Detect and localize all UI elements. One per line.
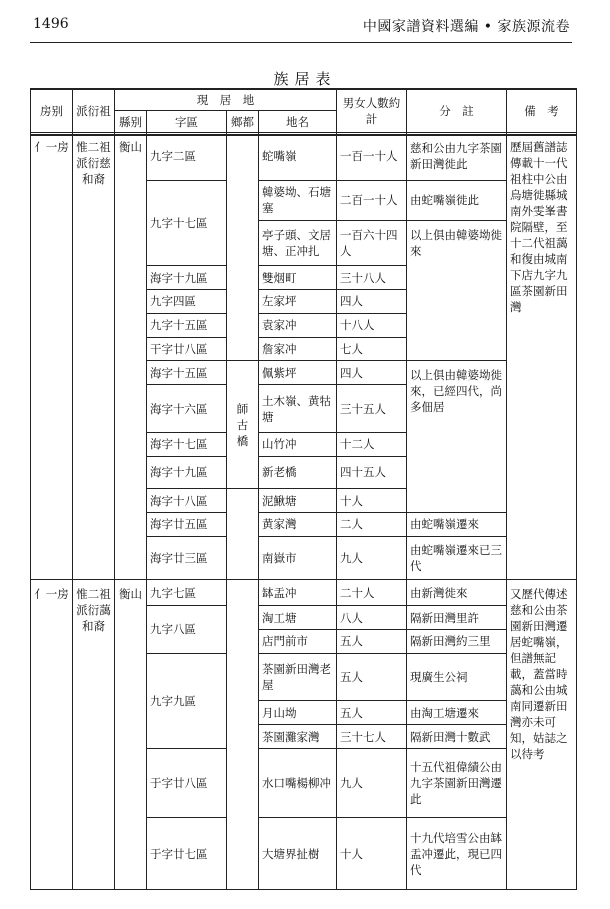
xiangdu-cell <box>227 489 259 580</box>
col-diming: 地名 <box>259 111 337 133</box>
renshu-cell: 九人 <box>337 749 407 818</box>
col-fangbie: 房别 <box>31 89 73 133</box>
ziqu-cell: 海字廿五區 <box>147 513 227 537</box>
renshu-cell: 八人 <box>337 606 407 630</box>
col-xianbie: 縣别 <box>115 111 147 133</box>
fenzhu-cell: 現廣生公祠 <box>407 653 507 701</box>
diming-cell: 新老橋 <box>259 456 337 488</box>
diming-cell: 雙烟町 <box>259 266 337 290</box>
fenzhu-cell: 由蛇嘴嶺遷來已三代 <box>407 536 507 579</box>
diming-cell: 袁家冲 <box>259 313 337 337</box>
ziqu-cell: 海字十九區 <box>147 456 227 488</box>
fang-cell: ⺅一房 <box>31 580 73 890</box>
renshu-cell: 十人 <box>337 818 407 890</box>
diming-cell: 淘工塘 <box>259 606 337 630</box>
xian-cell: 衡山 <box>115 580 147 890</box>
header-rule <box>30 42 572 43</box>
table-row <box>31 580 577 606</box>
fenzhu-cell: 隔新田灣十數武 <box>407 725 507 749</box>
ziqu-cell: 于字廿七區 <box>147 818 227 890</box>
table-top-rule <box>30 88 576 90</box>
fenzhu-cell: 以上俱由韓婆坳徙來，已經四代，尚多佃居 <box>407 361 507 513</box>
fenzhu-cell: 十五代祖偉績公由九字茶園新田灣遷此 <box>407 749 507 818</box>
fang-cell: ⺅一房 <box>31 133 73 580</box>
renshu-cell: 十人 <box>337 489 407 513</box>
fenzhu-cell: 隔新田灣里許 <box>407 606 507 630</box>
beikao-cell: 歷屆舊譜誌傳載十一代祖柱中公由烏塘徙縣城南外雯峯書院隔壁，至十二代祖藹和復由城南下店九字九區茶園新田灣 <box>507 133 577 580</box>
col-ziqu: 字區 <box>147 111 227 133</box>
renshu-cell: 三十八人 <box>337 266 407 290</box>
residence-table <box>30 88 577 890</box>
ziqu-cell: 海字廿三區 <box>147 536 227 579</box>
renshu-cell: 三十五人 <box>337 385 407 433</box>
diming-cell: 蛇嘴嶺 <box>259 133 337 181</box>
renshu-cell: 二十人 <box>337 580 407 606</box>
fenzhu-cell: 由新灣徙來 <box>407 580 507 606</box>
fenzhu-cell: 由蛇嘴嶺徙此 <box>407 180 507 220</box>
ziqu-cell: 九字十五區 <box>147 313 227 337</box>
xiangdu-cell <box>227 133 259 361</box>
col-xianju-di: 現 居 地 <box>115 89 337 111</box>
diming-cell: 土木嶺、黄牯塘 <box>259 385 337 433</box>
ziqu-cell: 海字十九區 <box>147 266 227 290</box>
diming-cell: 左家坪 <box>259 290 337 314</box>
ziqu-cell: 九字八區 <box>147 606 227 654</box>
renshu-cell: 五人 <box>337 653 407 701</box>
renshu-cell: 五人 <box>337 701 407 725</box>
diming-cell: 茶園新田灣老屋 <box>259 653 337 701</box>
zu-cell: 惟二祖派衍慈和裔 <box>73 133 115 580</box>
renshu-cell: 二百一十人 <box>337 180 407 220</box>
col-beikao: 備 考 <box>507 89 577 133</box>
header-bottom-rule <box>30 134 576 136</box>
fenzhu-cell: 十九代培雪公由缽盂冲遷此，現已四代 <box>407 818 507 890</box>
col-renshu: 男女人數約計 <box>337 89 407 133</box>
renshu-cell: 九人 <box>337 536 407 579</box>
book-title: 中國家譜資料選編 • 家族源流卷 <box>362 19 570 35</box>
ziqu-cell: 海字十七區 <box>147 432 227 456</box>
fenzhu-cell: 由蛇嘴嶺遷來 <box>407 513 507 537</box>
renshu-cell: 十八人 <box>337 313 407 337</box>
xian-cell: 衡山 <box>115 133 147 580</box>
diming-cell: 大塘界扯樹 <box>259 818 337 890</box>
diming-cell: 亭子頭、文居塘、正冲扎 <box>259 220 337 265</box>
renshu-cell: 十二人 <box>337 432 407 456</box>
col-xiangdu: 鄉都 <box>227 111 259 133</box>
table-title: 族居表 <box>273 70 337 88</box>
renshu-cell: 一百一十人 <box>337 133 407 181</box>
fenzhu-cell: 以上俱由韓婆坳徙來 <box>407 220 507 361</box>
fenzhu-cell: 隔新田灣約三里 <box>407 629 507 653</box>
ziqu-cell: 九字十七區 <box>147 180 227 266</box>
diming-cell: 月山坳 <box>259 701 337 725</box>
xiangdu-cell: 師 古 橋 <box>227 361 259 489</box>
diming-cell: 黄家灣 <box>259 513 337 537</box>
zu-cell: 惟二祖派衍藹和裔 <box>73 580 115 890</box>
renshu-cell: 二人 <box>337 513 407 537</box>
fenzhu-cell: 慈和公由九字茶園新田灣徙此 <box>407 133 507 181</box>
renshu-cell: 七人 <box>337 337 407 361</box>
diming-cell: 水口嘴楊柳冲 <box>259 749 337 818</box>
diming-cell: 茶園灘家灣 <box>259 725 337 749</box>
table-row <box>31 133 577 181</box>
fenzhu-cell: 由淘工塘遷來 <box>407 701 507 725</box>
ziqu-cell: 海字十六區 <box>147 385 227 433</box>
ziqu-cell: 九字二區 <box>147 133 227 181</box>
col-paiyanzu: 派衍祖 <box>73 89 115 133</box>
ziqu-cell: 于字廿八區 <box>147 749 227 818</box>
ziqu-cell: 海字十八區 <box>147 489 227 513</box>
renshu-cell: 四十五人 <box>337 456 407 488</box>
renshu-cell: 四人 <box>337 290 407 314</box>
diming-cell: 南嶽市 <box>259 536 337 579</box>
diming-cell: 缽盂冲 <box>259 580 337 606</box>
diming-cell: 佩紫坪 <box>259 361 337 385</box>
ziqu-cell: 九字四區 <box>147 290 227 314</box>
diming-cell: 泥鰍塘 <box>259 489 337 513</box>
col-fenzhu: 分 註 <box>407 89 507 133</box>
renshu-cell: 五人 <box>337 629 407 653</box>
ziqu-cell: 干字廿八區 <box>147 337 227 361</box>
renshu-cell: 三十七人 <box>337 725 407 749</box>
page-number: 1496 <box>33 16 69 32</box>
renshu-cell: 四人 <box>337 361 407 385</box>
diming-cell: 山竹冲 <box>259 432 337 456</box>
ziqu-cell: 九字九區 <box>147 653 227 748</box>
diming-cell: 詹家冲 <box>259 337 337 361</box>
renshu-cell: 一百六十四人 <box>337 220 407 265</box>
xiangdu-cell <box>227 580 259 890</box>
beikao-cell: 又歷代傳述慈和公由茶園新田灣遷居蛇嘴嶺，但譜無記載，蓋當時藹和公由城南同遷新田灣亦未可知，姑誌之以待考 <box>507 580 577 890</box>
diming-cell: 店門前市 <box>259 629 337 653</box>
ziqu-cell: 九字七區 <box>147 580 227 606</box>
diming-cell: 韓婆坳、石塘塞 <box>259 180 337 220</box>
ziqu-cell: 海字十五區 <box>147 361 227 385</box>
